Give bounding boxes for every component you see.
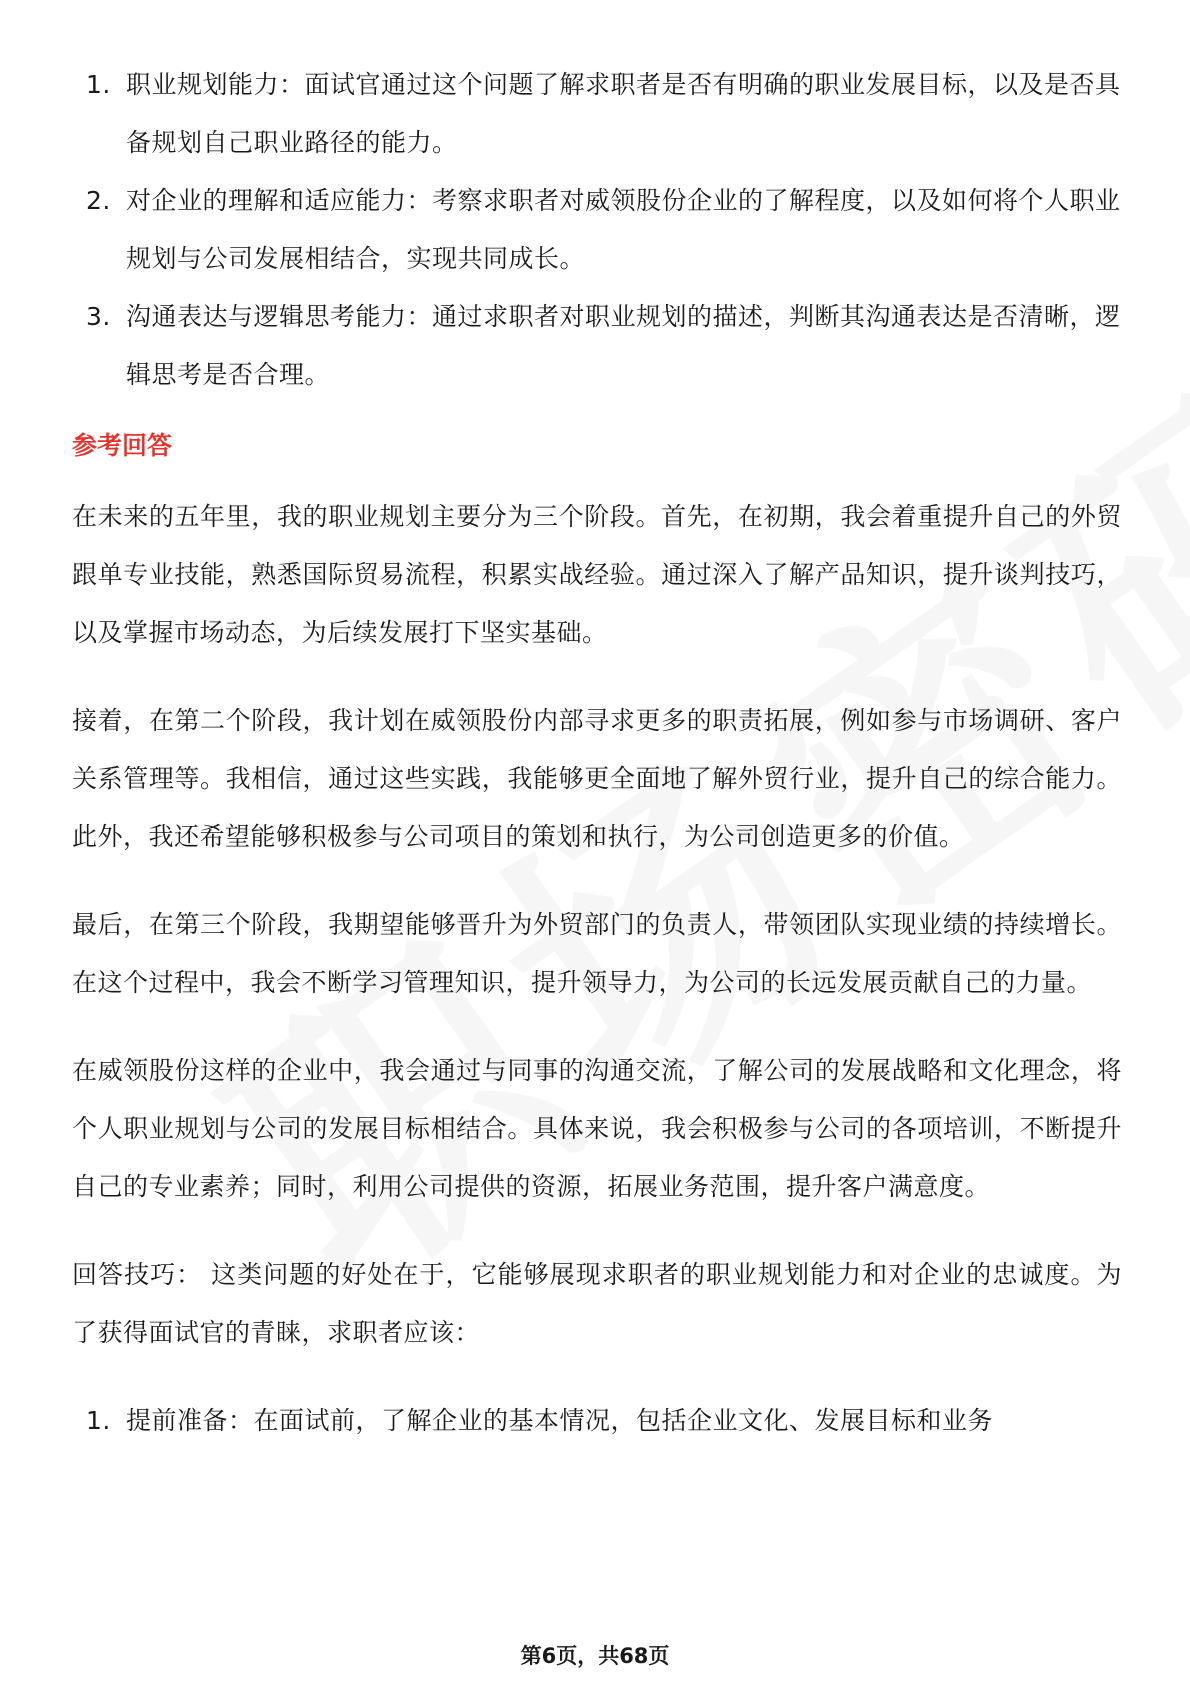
list-number: 1. — [86, 70, 111, 99]
list-item-text: 提前准备：在面试前，了解企业的基本情况，包括企业文化、发展目标和业务 — [126, 1406, 994, 1435]
list-item — [72, 288, 1122, 404]
list-item — [72, 56, 1122, 172]
list-number: 3. — [86, 302, 111, 331]
list-number: 1. — [86, 1406, 111, 1435]
list-item — [72, 1392, 1122, 1450]
page-content — [72, 56, 1122, 1450]
bottom-numbered-list — [72, 1392, 1122, 1450]
page-footer: 第6页，共68页 — [520, 1644, 670, 1668]
list-item — [72, 172, 1122, 288]
paragraph: 在威领股份这样的企业中，我会通过与同事的沟通交流，了解公司的发展战略和文化理念，将个人职业规划与公司的发展目标相结合。具体来说，我会积极参与公司的各项培训，不断提升自己的专业素养；同时，利用公司提供的资源，拓展业务范围，提升客户满意度。 — [72, 1056, 1122, 1201]
top-numbered-list — [72, 56, 1122, 404]
paragraph: 最后，在第三个阶段，我期望能够晋升为外贸部门的负责人，带领团队实现业绩的持续增长。在这个过程中，我会不断学习管理知识，提升领导力，为公司的长远发展贡献自己的力量。 — [72, 910, 1122, 997]
section-title: 参考回答 — [72, 431, 173, 460]
list-item-text: 对企业的理解和适应能力：考察求职者对威领股份企业的了解程度，以及如何将个人职业规划与公司发展相结合，实现共同成长。 — [126, 186, 1121, 273]
list-number: 2. — [86, 186, 111, 215]
list-item-text: 职业规划能力：面试官通过这个问题了解求职者是否有明确的职业发展目标，以及是否具备规划自己职业路径的能力。 — [126, 70, 1121, 157]
paragraph: 在未来的五年里，我的职业规划主要分为三个阶段。首先，在初期，我会着重提升自己的外贸跟单专业技能，熟悉国际贸易流程，积累实战经验。通过深入了解产品知识，提升谈判技巧，以及掌握市场动态，为后续发展打下坚实基础。 — [72, 502, 1122, 647]
answer-tips-paragraph: 回答技巧： 这类问题的好处在于，它能够展现求职者的职业规划能力和对企业的忠诚度。为了获得面试官的青睐，求职者应该： — [72, 1260, 1122, 1347]
paragraph: 接着，在第二个阶段，我计划在威领股份内部寻求更多的职责拓展，例如参与市场调研、客户关系管理等。我相信，通过这些实践，我能够更全面地了解外贸行业，提升自己的综合能力。此外，我还希望能够积极参与公司项目的策划和执行，为公司创造更多的价值。 — [72, 706, 1122, 851]
list-item-text: 沟通表达与逻辑思考能力：通过求职者对职业规划的描述，判断其沟通表达是否清晰，逻辑思考是否合理。 — [126, 302, 1121, 389]
